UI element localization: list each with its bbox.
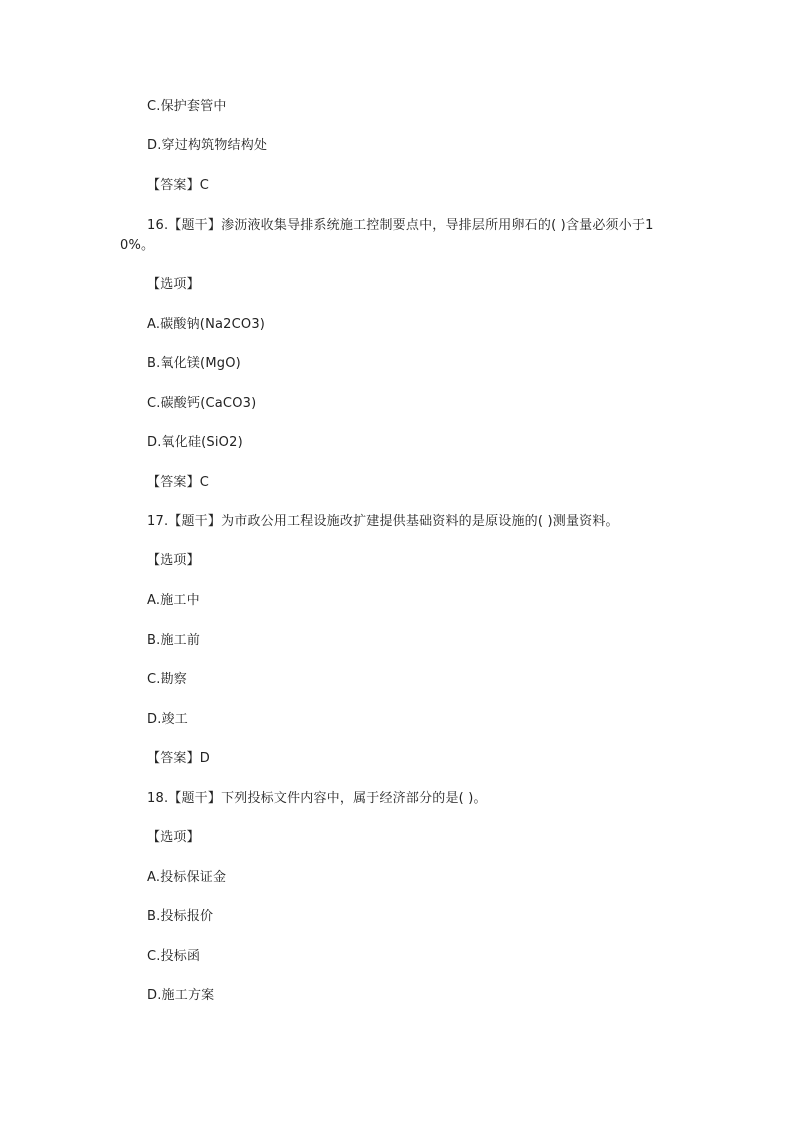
q16-options-label: 【选项】	[147, 277, 200, 292]
q16-option-c: C.碳酸钙(CaCO3)	[147, 396, 257, 411]
q16-option-a: A.碳酸钠(Na2CO3)	[147, 317, 266, 332]
q17-answer: 【答案】D	[147, 751, 211, 766]
q16-option-b: B.氧化镁(MgO)	[147, 356, 241, 371]
q18-option-d: D.施工方案	[147, 988, 215, 1003]
q16-option-d: D.氧化硅(SiO2)	[147, 435, 243, 450]
q17-option-a: A.施工中	[147, 593, 200, 608]
q15-answer: 【答案】C	[147, 178, 210, 193]
q16-answer: 【答案】C	[147, 475, 210, 490]
q17-stem: 17.【题干】为市政公用工程设施改扩建提供基础资料的是原设施的( )测量资料。	[147, 514, 619, 529]
q17-option-b: B.施工前	[147, 633, 201, 648]
q18-stem: 18.【题干】下列投标文件内容中，属于经济部分的是( )。	[147, 791, 487, 806]
q17-option-d: D.竣工	[147, 712, 188, 727]
q15-option-c: C.保护套管中	[147, 99, 227, 114]
q18-options-label: 【选项】	[147, 830, 200, 845]
q16-stem: 16.【题干】渗沥液收集导排系统施工控制要点中，导排层所用卵石的( )含量必须小于10%。	[120, 218, 654, 253]
q17-options-label: 【选项】	[147, 553, 200, 568]
q15-option-d: D.穿过构筑物结构处	[147, 138, 268, 153]
q18-option-a: A.投标保证金	[147, 870, 227, 885]
q17-option-c: C.勘察	[147, 672, 188, 687]
q18-option-b: B.投标报价	[147, 909, 214, 924]
q18-option-c: C.投标函	[147, 949, 201, 964]
